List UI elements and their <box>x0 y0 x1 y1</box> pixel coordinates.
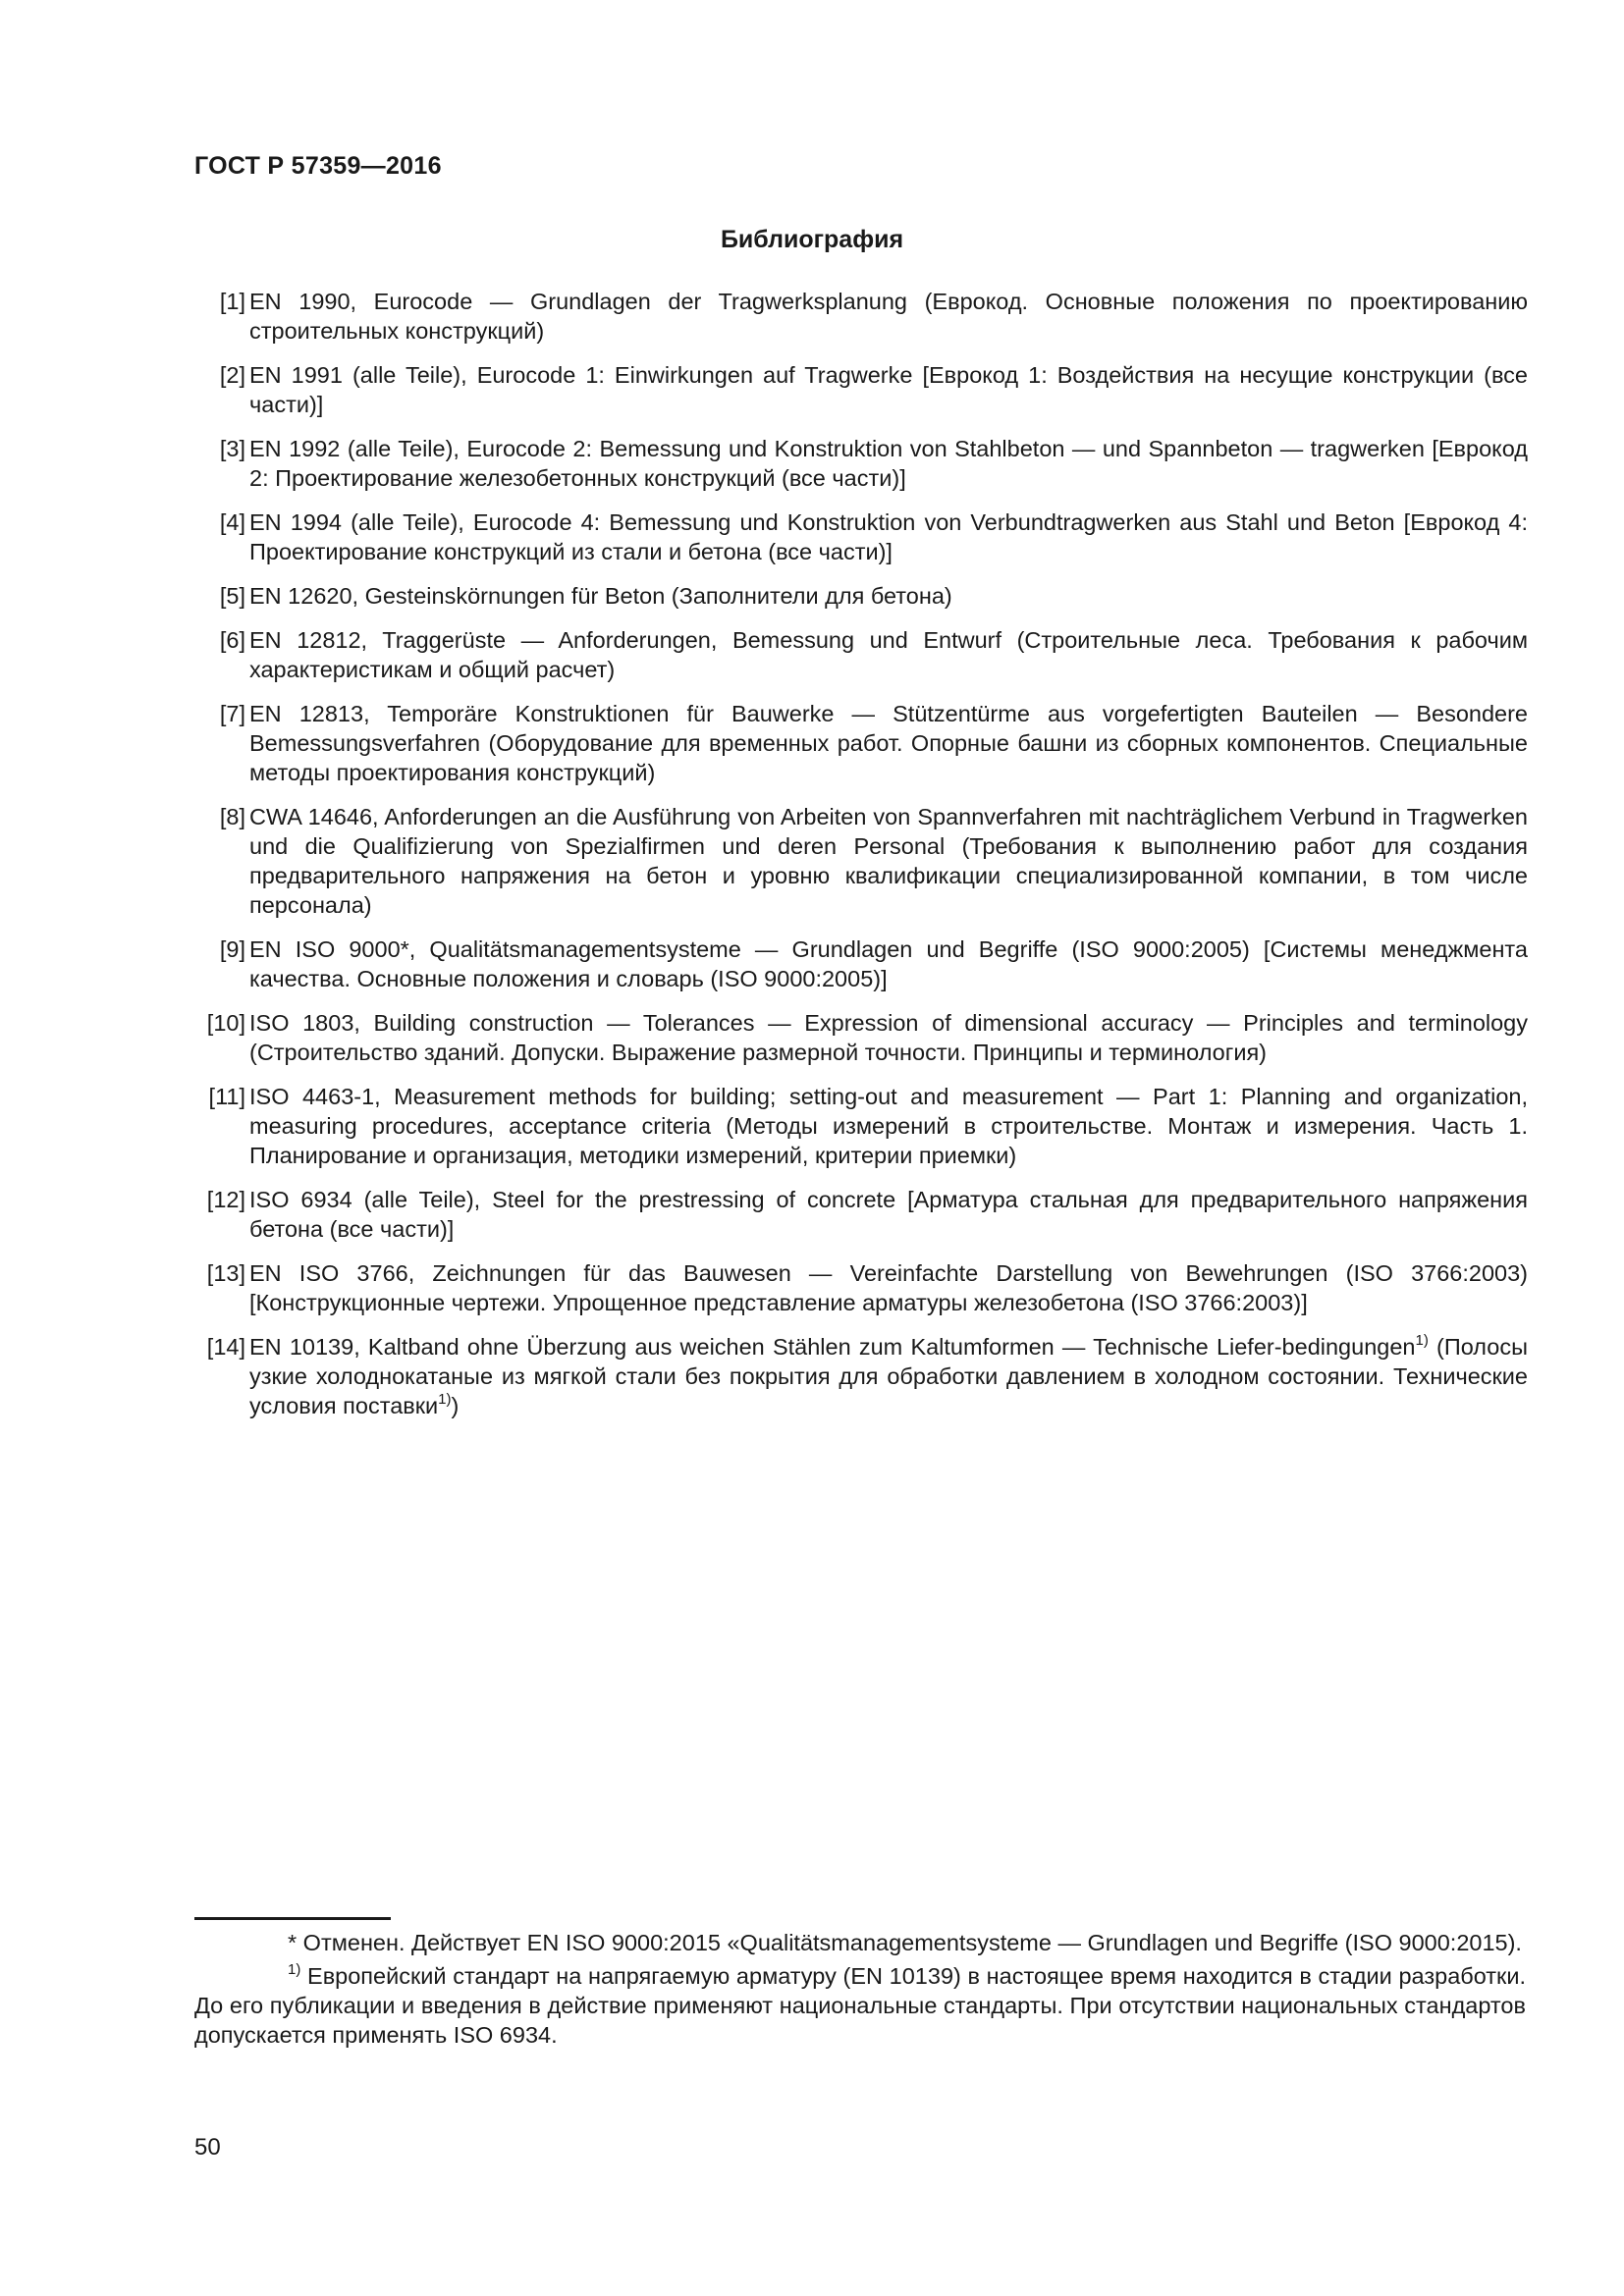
entry-text: EN 12813, Temporäre Konstruktionen für Bauwerke — Stützentürme aus vorgefertigten Bauteilen — Besondere Bemessungsverfahren (Оборудование для временных работ. Опорные башни из сборных компонентов. Специальные методы проектирования конструкций) <box>249 701 1528 785</box>
bibliography-entry <box>194 802 1526 920</box>
entry-number: [2] <box>219 362 245 388</box>
entry-text: CWA 14646, Anforderungen an die Ausführung von Arbeiten von Spannverfahren mit nachträglichem Verbund in Tragwerken und die Qualifizierung von Spezialfirmen und deren Personal (Требования к выполнению работ для создания предварительного напряжения на бетон и уровню квалификации специализированной компании, в том числе персонала) <box>249 804 1528 918</box>
entry-text: EN 12620, Gesteinskörnungen für Beton (Заполнители для бетона) <box>249 583 952 609</box>
footnote-divider <box>194 1917 391 1920</box>
section-title: Библиография <box>720 226 904 253</box>
footnote-text: Европейский стандарт на напрягаемую арматуру (EN 10139) в настоящее время находится в стадии разработки. До его публикации и введения в действие применяют национальные стандарты. При отсутствии национальных стандартов допускается применять ISO 6934. <box>194 1963 1526 2048</box>
entry-text: ISO 4463-1, Measurement methods for building; setting-out and measurement — Part 1: Planning and organization, measuring procedures, acceptance criteria (Методы измерений в строительстве. Монтаж и измерения. Часть 1. Планирование и организация, методики измерений, критерии приемки) <box>249 1084 1528 1168</box>
entry-number: [9] <box>219 936 245 962</box>
footnotes <box>194 1928 1526 2054</box>
bibliography-entry <box>194 1185 1526 1244</box>
entry-number: [4] <box>219 509 245 535</box>
entry-number: [6] <box>219 627 245 653</box>
bibliography-entry <box>194 507 1526 566</box>
footnote-star: * Отменен. Действует EN ISO 9000:2015 «Qualitätsmanagementsysteme — Grundlagen und Begriffe (ISO 9000:2015). <box>288 1930 1522 1955</box>
entry-text: ISO 1803, Building construction — Tolerances — Expression of dimensional accuracy — Principles and terminology (Строительство зданий. Допуски. Выражение размерной точности. Принципы и терминология) <box>249 1010 1528 1065</box>
entry-number: [12] <box>206 1187 245 1212</box>
entry-number: [11] <box>208 1084 245 1109</box>
footnote-one <box>194 1961 1526 2050</box>
entry-number: [1] <box>219 289 245 314</box>
entry-number: [7] <box>219 701 245 726</box>
bibliography-entry <box>194 699 1526 787</box>
entry-number: [8] <box>219 804 245 829</box>
bibliography-entry <box>194 287 1526 346</box>
page-number: 50 <box>194 2134 221 2161</box>
entry-text-part: (Полосы узкие холоднокатаные из мягкой стали без покрытия для обработки давлением в холодном состоянии. Технические условия поставки <box>249 1334 1528 1418</box>
entry-text: EN 1994 (alle Teile), Eurocode 4: Bemessung und Konstruktion von Verbundtragwerken aus Stahl und Beton [Еврокод 4: Проектирование конструкций из стали и бетона (все части)] <box>249 509 1528 564</box>
entry-text: EN 1991 (alle Teile), Eurocode 1: Einwirkungen auf Tragwerke [Еврокод 1: Воздействия на несущие конструкции (все части)] <box>249 362 1528 417</box>
bibliography-entry <box>194 1082 1526 1170</box>
entry-number: [13] <box>206 1260 245 1286</box>
bibliography-entry <box>194 1332 1526 1420</box>
entry-number: [5] <box>219 583 245 609</box>
entry-text: EN 1990, Eurocode — Grundlagen der Tragwerksplanung (Еврокод. Основные положения по проектированию строительных конструкций) <box>249 289 1528 344</box>
bibliography-entry <box>194 434 1526 493</box>
bibliography-entry <box>194 1008 1526 1067</box>
bibliography-entry <box>194 1258 1526 1317</box>
entry-text: ISO 6934 (alle Teile), Steel for the prestressing of concrete [Арматура стальная для предварительного напряжения бетона (все части)] <box>249 1187 1528 1242</box>
bibliography-entry <box>194 934 1526 993</box>
entry-text: EN 1992 (alle Teile), Eurocode 2: Bemessung und Konstruktion von Stahlbeton — und Spannbeton — tragwerken [Еврокод 2: Проектирование железобетонных конструкций (все части)] <box>249 436 1528 491</box>
entry-text-part: ) <box>451 1393 460 1418</box>
footnote-marker: 1) <box>288 1961 301 1978</box>
bibliography-entry <box>194 625 1526 684</box>
entry-text <box>249 1332 1528 1420</box>
entry-text: EN ISO 9000*, Qualitätsmanagementsysteme — Grundlagen und Begriffe (ISO 9000:2005) [Системы менеджмента качества. Основные положения и словарь (ISO 9000:2005)] <box>249 936 1528 991</box>
entry-text-part: EN 10139, Kaltband ohne Überzung aus weichen Stählen zum Kaltumformen — Technische Liefer-bedingungen <box>249 1334 1416 1360</box>
footnote-reference: 1) <box>1415 1332 1429 1349</box>
bibliography-entry <box>194 581 1526 611</box>
entry-text: EN 12812, Traggerüste — Anforderungen, Bemessung und Entwurf (Строительные леса. Требования к рабочим характеристикам и общий расчет) <box>249 627 1528 682</box>
entry-number: [14] <box>206 1334 245 1360</box>
footnote-reference: 1) <box>438 1391 452 1408</box>
entry-number: [3] <box>219 436 245 461</box>
bibliography-entry <box>194 360 1526 419</box>
document-header: ГОСТ Р 57359—2016 <box>194 152 442 180</box>
entry-text: EN ISO 3766, Zeichnungen für das Bauwesen — Vereinfachte Darstellung von Bewehrungen (ISO 3766:2003) [Конструкционные чертежи. Упрощенное представление арматуры железобетона (ISO 3766:2003)] <box>249 1260 1528 1315</box>
entry-number: [10] <box>206 1010 245 1036</box>
bibliography-list <box>194 287 1526 1435</box>
